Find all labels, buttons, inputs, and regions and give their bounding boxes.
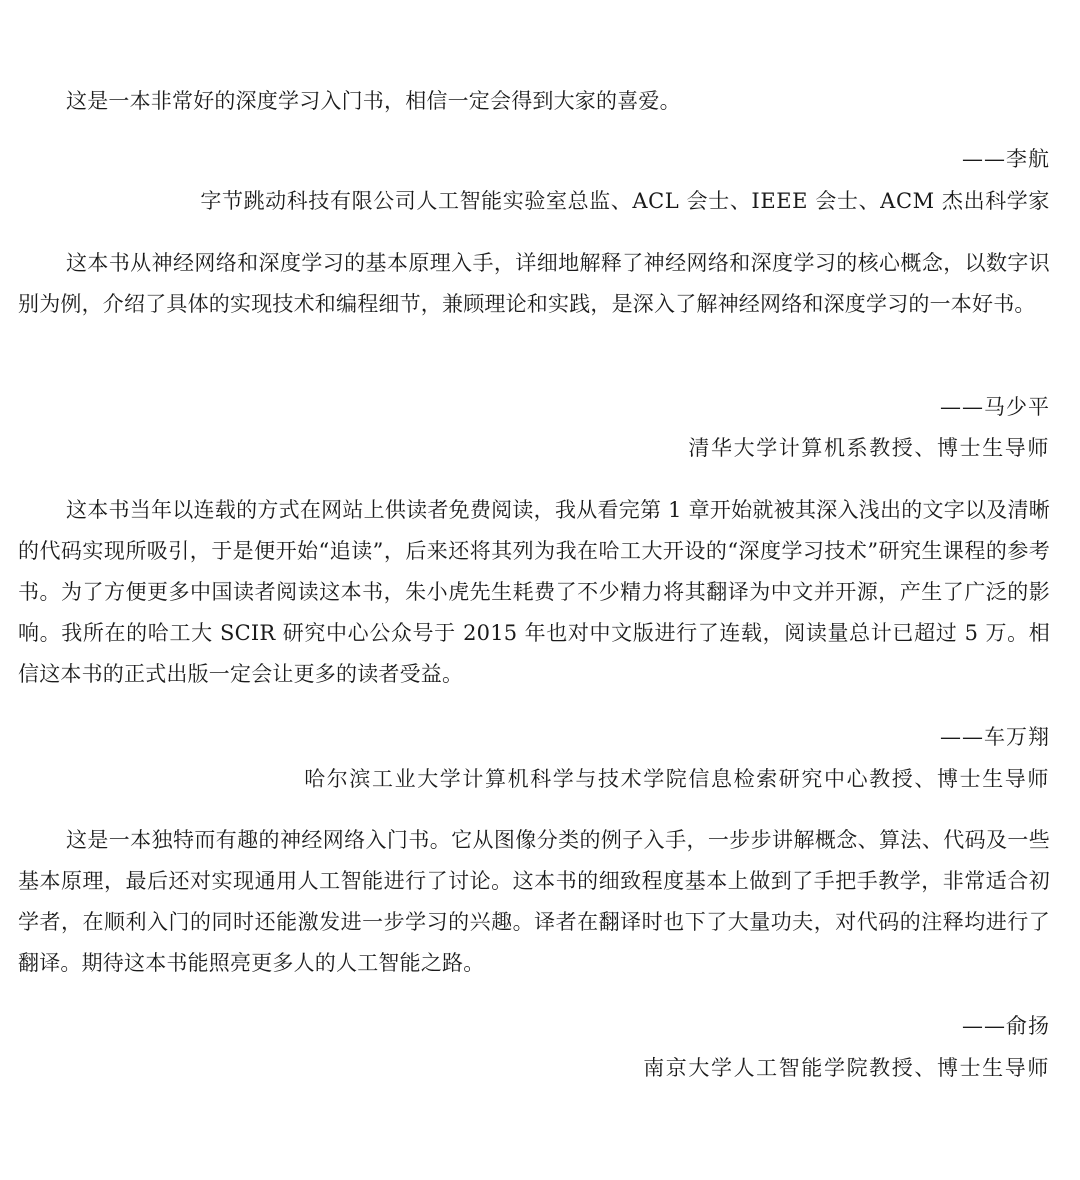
endorsement-quote-ma-shaoping: 这本书从神经网络和深度学习的基本原理入手，详细地解释了神经网络和深度学习的核心概念，以数字识别为例，介绍了具体的实现技术和编程细节，兼顾理论和实践，是深入了解神经网络和深度学习的一本好书。 <box>18 251 1050 316</box>
endorsement-quote-li-hang: 这是一本非常好的深度学习入门书，相信一定会得到大家的喜爱。 <box>66 89 681 113</box>
endorsement-title-li-hang: 字节跳动科技有限公司人工智能实验室总监、ACL 会士、IEEE 会士、ACM 杰出科学家 <box>200 189 1050 213</box>
endorsement-author-ma-shaoping: ——马少平 <box>940 395 1050 419</box>
endorsement-author-yu-yang: ——俞扬 <box>962 1014 1050 1038</box>
endorsement-title-ma-shaoping: 清华大学计算机系教授、博士生导师 <box>688 436 1050 460</box>
endorsement-title-che-wanxiang: 哈尔滨工业大学计算机科学与技术学院信息检索研究中心教授、博士生导师 <box>304 767 1050 791</box>
endorsement-author-che-wanxiang: ——车万翔 <box>940 725 1050 749</box>
endorsement-title-yu-yang: 南京大学人工智能学院教授、博士生导师 <box>643 1056 1050 1080</box>
endorsement-author-li-hang: ——李航 <box>962 147 1050 171</box>
endorsement-quote-che-wanxiang: 这本书当年以连载的方式在网站上供读者免费阅读，我从看完第 1 章开始就被其深入浅出的文字以及清晰的代码实现所吸引，于是便开始“追读”，后来还将其列为我在哈工大开设的“深度学习技术”研究生课程的参考书。为了方便更多中国读者阅读这本书，朱小虎先生耗费了不少精力将其翻译为中文并开源，产生了广泛的影响。我所在的哈工大 SCIR 研究中心公众号于 2015 年也对中文版进行了连载，阅读量总计已超过 5 万。相信这本书的正式出版一定会让更多的读者受益。 <box>18 498 1050 686</box>
endorsement-quote-yu-yang: 这是一本独特而有趣的神经网络入门书。它从图像分类的例子入手，一步步讲解概念、算法、代码及一些基本原理，最后还对实现通用人工智能进行了讨论。这本书的细致程度基本上做到了手把手教学，非常适合初学者，在顺利入门的同时还能激发进一步学习的兴趣。译者在翻译时也下了大量功夫，对代码的注释均进行了翻译。期待这本书能照亮更多人的人工智能之路。 <box>18 828 1050 975</box>
